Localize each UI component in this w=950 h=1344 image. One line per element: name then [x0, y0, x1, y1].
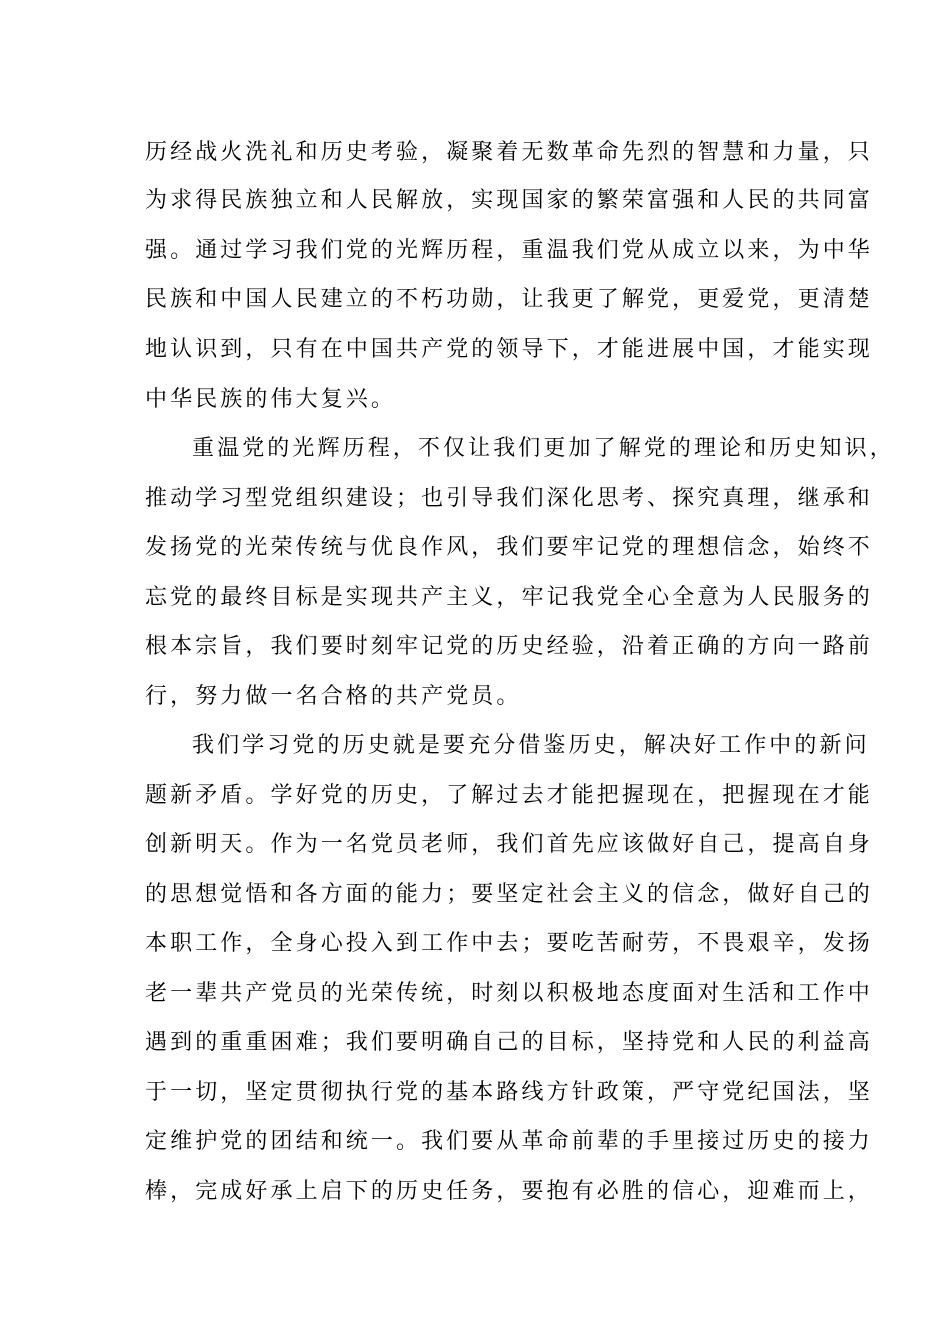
text-line	[0, 721, 950, 771]
text-line-content: 创新明天。作为一名党员老师，我们首先应该做好自己，提高自身	[145, 832, 873, 857]
text-line	[0, 226, 950, 276]
text-line-content: 为求得民族独立和人民解放，实现国家的繁荣富强和人民的共同富	[145, 188, 873, 213]
text-line	[0, 424, 950, 474]
text-line	[0, 325, 950, 375]
text-line-content: 忘党的最终目标是实现共产主义，牢记我党全心全意为人民服务的	[145, 585, 873, 610]
text-line-content: 根本宗旨，我们要时刻牢记党的历史经验，沿着正确的方向一路前	[145, 634, 873, 659]
text-line	[0, 523, 950, 573]
text-line	[0, 573, 950, 623]
text-line	[0, 771, 950, 821]
text-line-content: 推动学习型党组织建设；也引导我们深化思考、探究真理，继承和	[145, 486, 873, 511]
text-line	[0, 1018, 950, 1068]
text-line-content: 行，努力做一名合格的共产党员。	[145, 684, 522, 709]
text-line	[0, 1117, 950, 1167]
text-line	[0, 474, 950, 524]
text-line-content: 的思想觉悟和各方面的能力；要坚定社会主义的信念，做好自己的	[145, 882, 873, 907]
text-line-content: 民族和中国人民建立的不朽功勋，让我更了解党，更爱党，更清楚	[145, 287, 873, 312]
text-line-content: 本职工作，全身心投入到工作中去；要吃苦耐劳，不畏艰辛，发扬	[145, 931, 873, 956]
text-line-content: 棒，完成好承上启下的历史任务，要抱有必胜的信心，迎难而上，	[145, 1179, 873, 1204]
text-line-content: 发扬党的光荣传统与优良作风，我们要牢记党的理想信念，始终不	[145, 535, 873, 560]
text-line-content: 中华民族的伟大复兴。	[145, 387, 397, 412]
text-line-content: 重温党的光辉历程，不仅让我们更加了解党的理论和历史知识，	[192, 436, 895, 461]
text-line	[0, 969, 950, 1019]
text-line-content: 遇到的重重困难；我们要明确自己的目标，坚持党和人民的利益高	[145, 1030, 873, 1055]
text-line-content: 强。通过学习我们党的光辉历程，重温我们党从成立以来，为中华	[145, 238, 873, 263]
text-line	[0, 1068, 950, 1118]
text-line	[0, 622, 950, 672]
text-line-content: 老一辈共产党员的光荣传统，时刻以积极地态度面对生活和工作中	[145, 981, 873, 1006]
text-line-content: 题新矛盾。学好党的历史，了解过去才能把握现在，把握现在才能	[145, 783, 873, 808]
text-line	[0, 870, 950, 920]
text-line-content: 定维护党的团结和统一。我们要从革命前辈的手里接过历史的接力	[145, 1129, 873, 1154]
text-line-content: 于一切，坚定贯彻执行党的基本路线方针政策，严守党纪国法，坚	[145, 1080, 873, 1105]
text-line-content: 我们学习党的历史就是要充分借鉴历史，解决好工作中的新问	[192, 733, 870, 758]
text-line	[0, 919, 950, 969]
text-line	[0, 275, 950, 325]
text-line	[0, 672, 950, 722]
text-line	[0, 128, 950, 178]
text-line-content: 地认识到，只有在中国共产党的领导下，才能进展中国，才能实现	[145, 337, 873, 362]
text-line	[0, 375, 950, 425]
text-line-content: 历经战火洗礼和历史考验，凝聚着无数革命先烈的智慧和力量，只	[145, 140, 873, 165]
text-line	[0, 820, 950, 870]
text-line	[0, 1167, 950, 1217]
text-line	[0, 176, 950, 226]
